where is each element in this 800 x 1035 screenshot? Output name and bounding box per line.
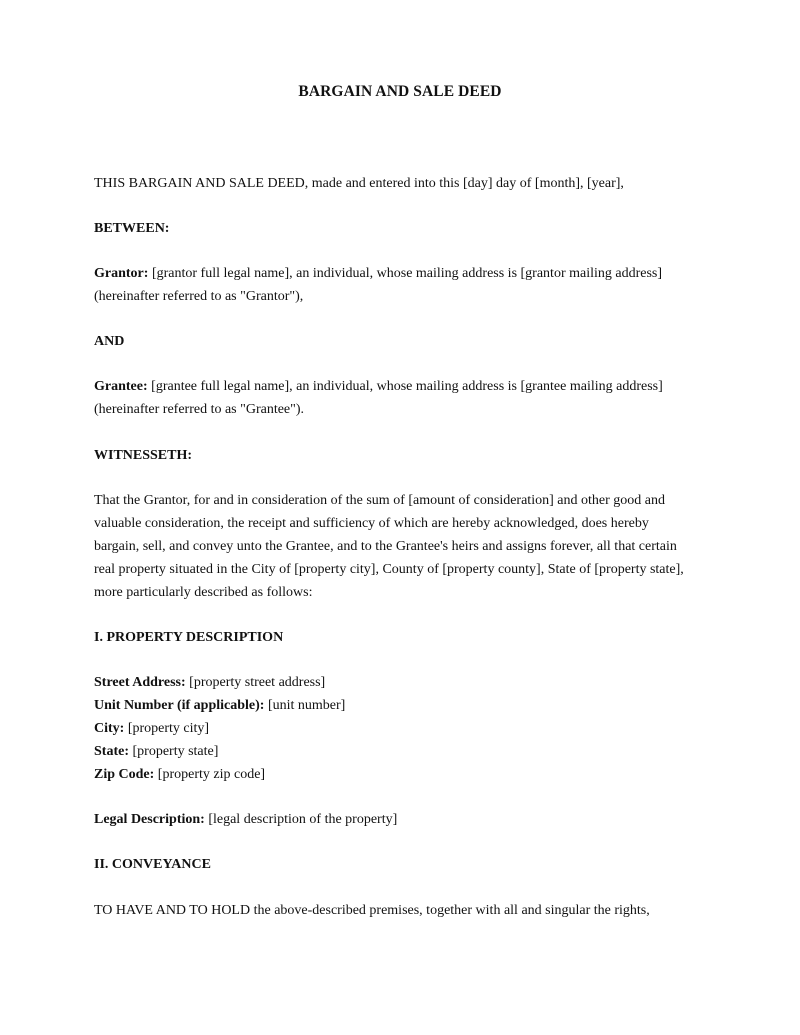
grantor-label: Grantor: xyxy=(94,266,149,281)
section-1-heading: I. PROPERTY DESCRIPTION xyxy=(94,630,284,645)
legal-description-field xyxy=(94,808,709,831)
witnesseth-line: more particularly described as follows: xyxy=(94,585,313,600)
witnesseth-line: That the Grantor, for and in consideration of the sum of [amount of consideration] and other good and xyxy=(94,493,665,508)
grantee-line-1 xyxy=(94,375,709,398)
field-value: [property state] xyxy=(129,744,219,759)
property-fields xyxy=(94,671,709,786)
witnesseth-line: bargain, sell, and convey unto the Grantee, and to the Grantee's heirs and assigns forever, all that certain xyxy=(94,539,677,554)
grantee-paragraph xyxy=(94,375,709,421)
field-value: [property city] xyxy=(124,721,210,736)
grantor-paragraph xyxy=(94,262,709,308)
grantor-line-2: (hereinafter referred to as "Grantor"), xyxy=(94,289,304,304)
street-address-field xyxy=(94,671,709,694)
grantee-text: [grantee full legal name], an individual, whose mailing address is [grantee mailing address] xyxy=(147,379,663,394)
field-value: [legal description of the property] xyxy=(204,812,398,827)
section-2-heading: II. CONVEYANCE xyxy=(94,857,211,872)
intro-paragraph: THIS BARGAIN AND SALE DEED, made and entered into this [day] day of [month], [year], xyxy=(94,176,624,191)
grantor-text: [grantor full legal name], an individual, whose mailing address is [grantor mailing address] xyxy=(148,266,663,281)
city-field xyxy=(94,717,709,740)
field-label: Street Address: xyxy=(94,675,186,690)
witnesseth-paragraph xyxy=(94,489,709,604)
field-label: State: xyxy=(94,744,129,759)
field-value: [property street address] xyxy=(185,675,326,690)
grantor-line-1 xyxy=(94,262,709,285)
field-value: [property zip code] xyxy=(154,767,266,782)
document-title: BARGAIN AND SALE DEED xyxy=(298,83,502,100)
zip-code-field xyxy=(94,763,709,786)
conveyance-paragraph: TO HAVE AND TO HOLD the above-described premises, together with all and singular the rights, xyxy=(94,903,650,918)
field-label: Zip Code: xyxy=(94,767,155,782)
witnesseth-heading: WITNESSETH: xyxy=(94,448,193,463)
field-value: [unit number] xyxy=(264,698,346,713)
unit-number-field xyxy=(94,694,709,717)
grantee-line-2: (hereinafter referred to as "Grantee"). xyxy=(94,402,305,417)
grantee-label: Grantee: xyxy=(94,379,148,394)
state-field xyxy=(94,740,709,763)
field-label: Legal Description: xyxy=(94,812,205,827)
field-label: City: xyxy=(94,721,125,736)
and-heading: AND xyxy=(94,334,125,349)
witnesseth-line: real property situated in the City of [property city], County of [property county], State of [property state], xyxy=(94,562,684,577)
witnesseth-line: valuable consideration, the receipt and sufficiency of which are hereby acknowledged, does hereby xyxy=(94,516,649,531)
between-heading: BETWEEN: xyxy=(94,221,170,236)
field-label: Unit Number (if applicable): xyxy=(94,698,265,713)
